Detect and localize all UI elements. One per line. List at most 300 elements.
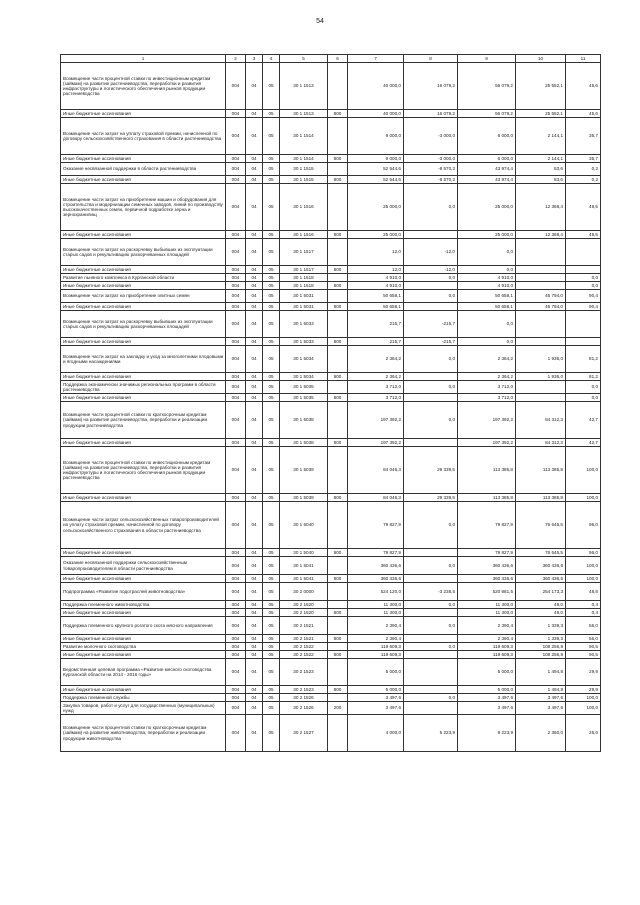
row-cell-col11 [566,266,601,274]
row-label: Иные бюджетные ассигнования [61,494,226,502]
row-cell-col6: 200 [328,702,348,715]
row-cell-col6 [328,290,348,303]
row-cell-col10 [516,311,566,338]
row-cell-col6 [328,557,348,575]
row-cell-col10: 25 552,1 [516,110,566,118]
row-cell-col4: 05 [263,494,280,502]
row-cell-col11: 0,0 [566,394,601,402]
table-row [61,184,601,231]
header-row [61,55,601,63]
row-cell-col6 [328,447,348,494]
row-cell-col4: 05 [263,155,280,163]
row-cell-col5: 30 1 5040 [280,549,328,557]
row-cell-col6 [328,184,348,231]
row-cell-col4: 05 [263,609,280,617]
row-cell-col6: 800 [328,338,348,346]
row-cell-col4: 05 [263,282,280,290]
row-cell-col4: 05 [263,502,280,549]
row-cell-col11: 90,4 [566,290,601,303]
table-row [61,176,601,184]
row-cell-col2: 004 [226,659,246,686]
row-cell-col5: 30 1 1513 [280,110,328,118]
row-cell-col2: 004 [226,155,246,163]
row-cell-col5: 30 2 1526 [280,694,328,702]
row-cell-col10: 1 936,0 [516,373,566,381]
row-cell-col10: 113 385,8 [516,494,566,502]
row-cell-col6: 800 [328,282,348,290]
row-cell-col4: 05 [263,575,280,583]
row-cell-col4: 05 [263,163,280,176]
row-cell-col3: 04 [246,266,263,274]
row-cell-col8: 16 079,2 [404,63,458,110]
row-cell-col5: 30 1 5033 [280,311,328,338]
row-cell-col5: 30 2 0000 [280,583,328,601]
row-cell-col3: 04 [246,184,263,231]
table-row [61,659,601,686]
row-cell-col8: -215,7 [404,338,458,346]
row-cell-col10: 83,6 [516,176,566,184]
row-cell-col2: 004 [226,439,246,447]
column-header-10: 10 [516,55,566,63]
row-cell-col7: 2 390,4 [348,635,404,643]
row-cell-col7: 12,0 [348,239,404,266]
row-cell-col4: 05 [263,715,280,752]
row-cell-col10: 84 312,3 [516,402,566,439]
row-cell-col10 [516,266,566,274]
row-cell-col5: 30 2 1523 [280,659,328,686]
row-cell-col6: 800 [328,394,348,402]
row-cell-col11: 100,0 [566,447,601,494]
row-cell-col11 [566,311,601,338]
row-cell-col11: 81,2 [566,346,601,373]
row-cell-col10: 83,6 [516,163,566,176]
row-cell-col7: 119 609,3 [348,643,404,651]
row-cell-col10 [516,338,566,346]
row-label: Развитие льняного комплекса в Курганской области [61,274,226,282]
row-cell-col3: 04 [246,651,263,659]
table-row [61,651,601,659]
row-cell-col9: 50 658,1 [458,303,516,311]
row-cell-col5: 30 2 1527 [280,715,328,752]
row-cell-col10: 254 173,3 [516,583,566,601]
row-cell-col6 [328,63,348,110]
table-row [61,402,601,439]
row-cell-col6 [328,617,348,635]
row-cell-col8: 16 079,2 [404,110,458,118]
row-cell-col3: 04 [246,282,263,290]
row-cell-col9: 2 390,4 [458,635,516,643]
row-cell-col10: 1 494,8 [516,686,566,694]
row-cell-col5: 30 1 1518 [280,274,328,282]
row-cell-col3: 04 [246,239,263,266]
row-cell-col9: 25 000,0 [458,231,516,239]
table-row [61,694,601,702]
row-cell-col3: 04 [246,311,263,338]
column-header-11: 11 [566,55,601,63]
row-cell-col5: 30 1 5041 [280,575,328,583]
row-cell-col2: 004 [226,694,246,702]
row-cell-col5: 30 2 1522 [280,651,328,659]
row-cell-col3: 04 [246,394,263,402]
row-cell-col2: 004 [226,601,246,609]
row-cell-col3: 04 [246,231,263,239]
row-cell-col4: 05 [263,303,280,311]
row-cell-col3: 04 [246,63,263,110]
column-header-8: 8 [404,55,458,63]
row-cell-col5: 30 1 1515 [280,163,328,176]
row-cell-col4: 05 [263,373,280,381]
row-cell-col11: 45,6 [566,63,601,110]
table-row [61,346,601,373]
row-label: Возмещение части затрат сельскохозяйственных товаропроизводителей на уплату страховой премии, начисленной по договору сельскохозяйственного страхования в области растениеводства [61,502,226,549]
row-cell-col5: 30 1 1513 [280,63,328,110]
row-cell-col2: 004 [226,118,246,155]
row-cell-col2: 004 [226,373,246,381]
row-cell-col6 [328,694,348,702]
row-cell-col8: -215,7 [404,311,458,338]
row-cell-col3: 04 [246,346,263,373]
row-cell-col11: 100,0 [566,702,601,715]
row-cell-col10: 3 497,6 [516,694,566,702]
row-cell-col11: 90,5 [566,651,601,659]
row-cell-col9: 0,0 [458,338,516,346]
row-label: Возмещение части процентной ставки по краткосрочным кредитам (займам) на развитие растениеводства, переработки и реализации продукции растениеводства [61,402,226,439]
row-cell-col8: 0,0 [404,402,458,439]
row-cell-col7: 3 712,0 [348,394,404,402]
row-cell-col10: 3 497,6 [516,702,566,715]
row-cell-col11: 0,0 [566,282,601,290]
row-cell-col9: 50 658,1 [458,290,516,303]
row-cell-col11: 0,4 [566,609,601,617]
row-cell-col3: 04 [246,557,263,575]
row-cell-col9: 0,0 [458,239,516,266]
row-cell-col6 [328,715,348,752]
row-cell-col2: 004 [226,583,246,601]
row-cell-col6: 800 [328,439,348,447]
row-cell-col8: 0,0 [404,381,458,394]
row-cell-col10: 1 339,3 [516,635,566,643]
row-cell-col4: 05 [263,266,280,274]
table-row [61,502,601,549]
row-cell-col11: 29,9 [566,659,601,686]
row-cell-col2: 004 [226,549,246,557]
table-row [61,601,601,609]
row-cell-col2: 004 [226,274,246,282]
row-cell-col6 [328,163,348,176]
row-cell-col9: 6 000,0 [458,118,516,155]
row-cell-col4: 05 [263,231,280,239]
row-cell-col11: 42,7 [566,439,601,447]
column-header-7: 7 [348,55,404,63]
row-label: Иные бюджетные ассигнования [61,635,226,643]
row-cell-col5: 30 1 5041 [280,557,328,575]
row-cell-col2: 004 [226,502,246,549]
row-cell-col7: 2 364,2 [348,373,404,381]
row-label: Возмещение части процентной ставки по инвестиционным кредитам (займам) на развитие растениеводства, переработки и развития инфраструктуры и логистического обеспечения рынков продукции растениеводства [61,63,226,110]
row-cell-col5: 30 2 1521 [280,635,328,643]
row-cell-col3: 04 [246,715,263,752]
row-cell-col3: 04 [246,702,263,715]
row-cell-col10: 2 144,1 [516,155,566,163]
row-cell-col4: 05 [263,686,280,694]
row-cell-col7: 79 827,9 [348,549,404,557]
row-cell-col11: 100,0 [566,557,601,575]
row-cell-col3: 04 [246,402,263,439]
row-cell-col7: 79 827,9 [348,502,404,549]
row-cell-col3: 04 [246,601,263,609]
table-row [61,702,601,715]
row-cell-col10 [516,274,566,282]
row-cell-col3: 04 [246,659,263,686]
row-cell-col9: 3 497,6 [458,702,516,715]
row-cell-col8 [404,686,458,694]
row-cell-col2: 004 [226,282,246,290]
row-cell-col6 [328,274,348,282]
row-cell-col6: 800 [328,651,348,659]
row-cell-col4: 05 [263,110,280,118]
row-cell-col7: 2 390,4 [348,617,404,635]
row-cell-col2: 004 [226,394,246,402]
row-cell-col6 [328,239,348,266]
row-label: Поддержка племенной службы [61,694,226,702]
row-cell-col5: 30 1 1514 [280,155,328,163]
row-cell-col10: 76 645,5 [516,502,566,549]
row-cell-col3: 04 [246,549,263,557]
row-cell-col11: 0,0 [566,381,601,394]
row-cell-col6: 800 [328,609,348,617]
row-cell-col2: 004 [226,176,246,184]
row-cell-col8: -8 570,2 [404,163,458,176]
row-cell-col6: 800 [328,155,348,163]
table-row [61,686,601,694]
row-cell-col5: 30 1 5035 [280,381,328,394]
row-cell-col3: 04 [246,110,263,118]
row-cell-col3: 04 [246,439,263,447]
row-cell-col4: 05 [263,439,280,447]
row-label: Поддержка племенного крупного рогатого скота мясного направления [61,617,226,635]
row-cell-col4: 05 [263,583,280,601]
row-cell-col2: 004 [226,239,246,266]
row-cell-col4: 05 [263,176,280,184]
row-cell-col5: 30 2 1523 [280,686,328,694]
row-cell-col3: 04 [246,575,263,583]
row-label: Иные бюджетные ассигнования [61,155,226,163]
row-cell-col11: 29,9 [566,686,601,694]
row-cell-col9: 360 436,6 [458,557,516,575]
row-label: Возмещение части затрат на приобретение элитных семян [61,290,226,303]
table-row [61,303,601,311]
row-cell-col7: 5 000,0 [348,659,404,686]
row-cell-col2: 004 [226,651,246,659]
row-cell-col11: 96,0 [566,549,601,557]
row-cell-col10 [516,239,566,266]
row-cell-col9: 79 827,9 [458,549,516,557]
row-cell-col6 [328,381,348,394]
table-row [61,282,601,290]
row-cell-col4: 05 [263,184,280,231]
row-cell-col10: 360 436,6 [516,575,566,583]
row-label: Иные бюджетные ассигнования [61,575,226,583]
row-cell-col9: 9 223,9 [458,715,516,752]
row-cell-col2: 004 [226,346,246,373]
row-cell-col3: 04 [246,373,263,381]
table-row [61,373,601,381]
row-cell-col9: 2 364,2 [458,373,516,381]
row-cell-col7: 2 364,2 [348,346,404,373]
row-cell-col3: 04 [246,155,263,163]
row-cell-col6 [328,583,348,601]
row-label: Возмещение части процентной ставки по краткосрочным кредитам (займам) на развитие животноводства, переработки и реализации продукции животноводства [61,715,226,752]
row-cell-col2: 004 [226,63,246,110]
row-cell-col9: 11 300,0 [458,609,516,617]
row-label: Закупка товаров, работ и услуг для государственных (муниципальных) нужд [61,702,226,715]
row-cell-col8: -12,0 [404,239,458,266]
row-cell-col9: 3 712,0 [458,394,516,402]
row-cell-col11: 100,0 [566,694,601,702]
row-cell-col10: 2 144,1 [516,118,566,155]
row-label: Возмещение части затрат на приобретение машин и оборудования для строительства и модернизации семенных заводов, линий по производству высококачественных семян, первичной подработке зерна и зернохранилищ [61,184,226,231]
table-row [61,617,601,635]
row-cell-col2: 004 [226,338,246,346]
row-cell-col2: 004 [226,609,246,617]
row-cell-col8 [404,635,458,643]
row-cell-col6: 800 [328,373,348,381]
row-cell-col10: 2 360,0 [516,715,566,752]
row-cell-col7: 215,7 [348,338,404,346]
row-label: Оказание несвязанной поддержки в области растениеводства [61,163,226,176]
row-label: Иные бюджетные ассигнования [61,609,226,617]
row-cell-col8: 0,0 [404,274,458,282]
row-cell-col2: 004 [226,184,246,231]
row-cell-col6 [328,643,348,651]
row-cell-col5: 30 2 1526 [280,702,328,715]
row-cell-col8: 0,0 [404,617,458,635]
row-label: Поддержка экономически значимых региональных программ в области растениеводства [61,381,226,394]
row-cell-col3: 04 [246,274,263,282]
row-label: Возмещение части затрат на закладку и уход за многолетними плодовыми и ягодными насаждениями [61,346,226,373]
page-number: 54 [316,18,324,25]
row-label: Иные бюджетные ассигнования [61,439,226,447]
row-label: Возмещение части затрат на уплату страховой премии, начисленной по договору сельскохозяйственного страхования в области растениеводства [61,118,226,155]
row-cell-col10: 45 794,0 [516,290,566,303]
row-cell-col6: 800 [328,549,348,557]
row-cell-col9: 3 712,0 [458,381,516,394]
row-cell-col2: 004 [226,447,246,494]
row-cell-col2: 004 [226,643,246,651]
row-cell-col9: 25 000,0 [458,184,516,231]
row-cell-col4: 05 [263,394,280,402]
row-cell-col7: 84 046,3 [348,494,404,502]
row-cell-col7: 215,7 [348,311,404,338]
row-cell-col11 [566,338,601,346]
row-cell-col9: 113 385,8 [458,494,516,502]
row-cell-col2: 004 [226,575,246,583]
row-cell-col11: 56,0 [566,617,601,635]
row-cell-col2: 004 [226,635,246,643]
row-cell-col7: 11 300,0 [348,609,404,617]
row-cell-col4: 05 [263,643,280,651]
row-cell-col5: 30 2 1520 [280,609,328,617]
row-cell-col3: 04 [246,609,263,617]
row-cell-col10: 49,0 [516,601,566,609]
row-cell-col5: 30 1 5038 [280,439,328,447]
row-cell-col2: 004 [226,686,246,694]
row-label: Возмещение части затрат на раскорчевку выбывших из эксплуатации старых садов и рекультивацию раскорчеванных площадей [61,311,226,338]
row-cell-col7: 3 497,6 [348,694,404,702]
row-cell-col3: 04 [246,643,263,651]
row-cell-col4: 05 [263,601,280,609]
table-row [61,447,601,494]
row-cell-col2: 004 [226,231,246,239]
row-label: Иные бюджетные ассигнования [61,373,226,381]
row-cell-col5: 30 1 5031 [280,303,328,311]
row-cell-col6 [328,402,348,439]
row-cell-col7: 4 910,0 [348,282,404,290]
row-cell-col4: 05 [263,63,280,110]
row-cell-col11: 0,4 [566,601,601,609]
row-cell-col7: 4 000,0 [348,715,404,752]
row-cell-col8 [404,394,458,402]
row-label: Иные бюджетные ассигнования [61,303,226,311]
row-cell-col8: -3 000,0 [404,118,458,155]
row-cell-col4: 05 [263,290,280,303]
row-cell-col7: 40 000,0 [348,110,404,118]
row-cell-col4: 05 [263,549,280,557]
row-cell-col8 [404,659,458,686]
row-cell-col7: 25 000,0 [348,231,404,239]
row-cell-col5: 30 1 5040 [280,502,328,549]
row-cell-col3: 04 [246,118,263,155]
row-cell-col3: 04 [246,163,263,176]
column-header-1: 1 [61,55,226,63]
row-cell-col3: 04 [246,502,263,549]
row-label: Ведомственная целевая программа «Развитие мясного скотоводства Курганской области на 2014 - 2016 годы» [61,659,226,686]
row-cell-col5: 30 2 1521 [280,617,328,635]
row-label: Иные бюджетные ассигнования [61,176,226,184]
row-cell-col10: 113 385,8 [516,447,566,494]
row-cell-col7: 5 000,0 [348,686,404,694]
row-cell-col10: 108 256,8 [516,643,566,651]
table-row [61,575,601,583]
row-cell-col11: 96,0 [566,502,601,549]
row-cell-col5: 30 1 5034 [280,346,328,373]
row-cell-col2: 004 [226,266,246,274]
column-header-2: 2 [226,55,246,63]
row-cell-col6: 800 [328,231,348,239]
row-cell-col11: 35,7 [566,118,601,155]
row-cell-col7: 524 120,0 [348,583,404,601]
row-cell-col9: 360 436,6 [458,575,516,583]
row-cell-col8 [404,549,458,557]
row-cell-col5: 30 1 5031 [280,290,328,303]
table-row [61,494,601,502]
row-cell-col5: 30 1 1518 [280,282,328,290]
row-cell-col9: 2 364,2 [458,346,516,373]
row-cell-col8 [404,303,458,311]
column-header-4: 4 [263,55,280,63]
row-cell-col6: 800 [328,110,348,118]
row-cell-col4: 05 [263,694,280,702]
row-label: Оказание несвязанной поддержки сельскохозяйственным товаропроизводителям в области растениеводства [61,557,226,575]
row-cell-col4: 05 [263,557,280,575]
row-label: Иные бюджетные ассигнования [61,338,226,346]
row-cell-col2: 004 [226,290,246,303]
row-cell-col7: 4 910,0 [348,274,404,282]
row-cell-col9: 56 079,2 [458,63,516,110]
row-cell-col7: 9 000,0 [348,155,404,163]
row-label: Подпрограмма «Развитие подотраслей животноводства» [61,583,226,601]
row-cell-col10 [516,282,566,290]
